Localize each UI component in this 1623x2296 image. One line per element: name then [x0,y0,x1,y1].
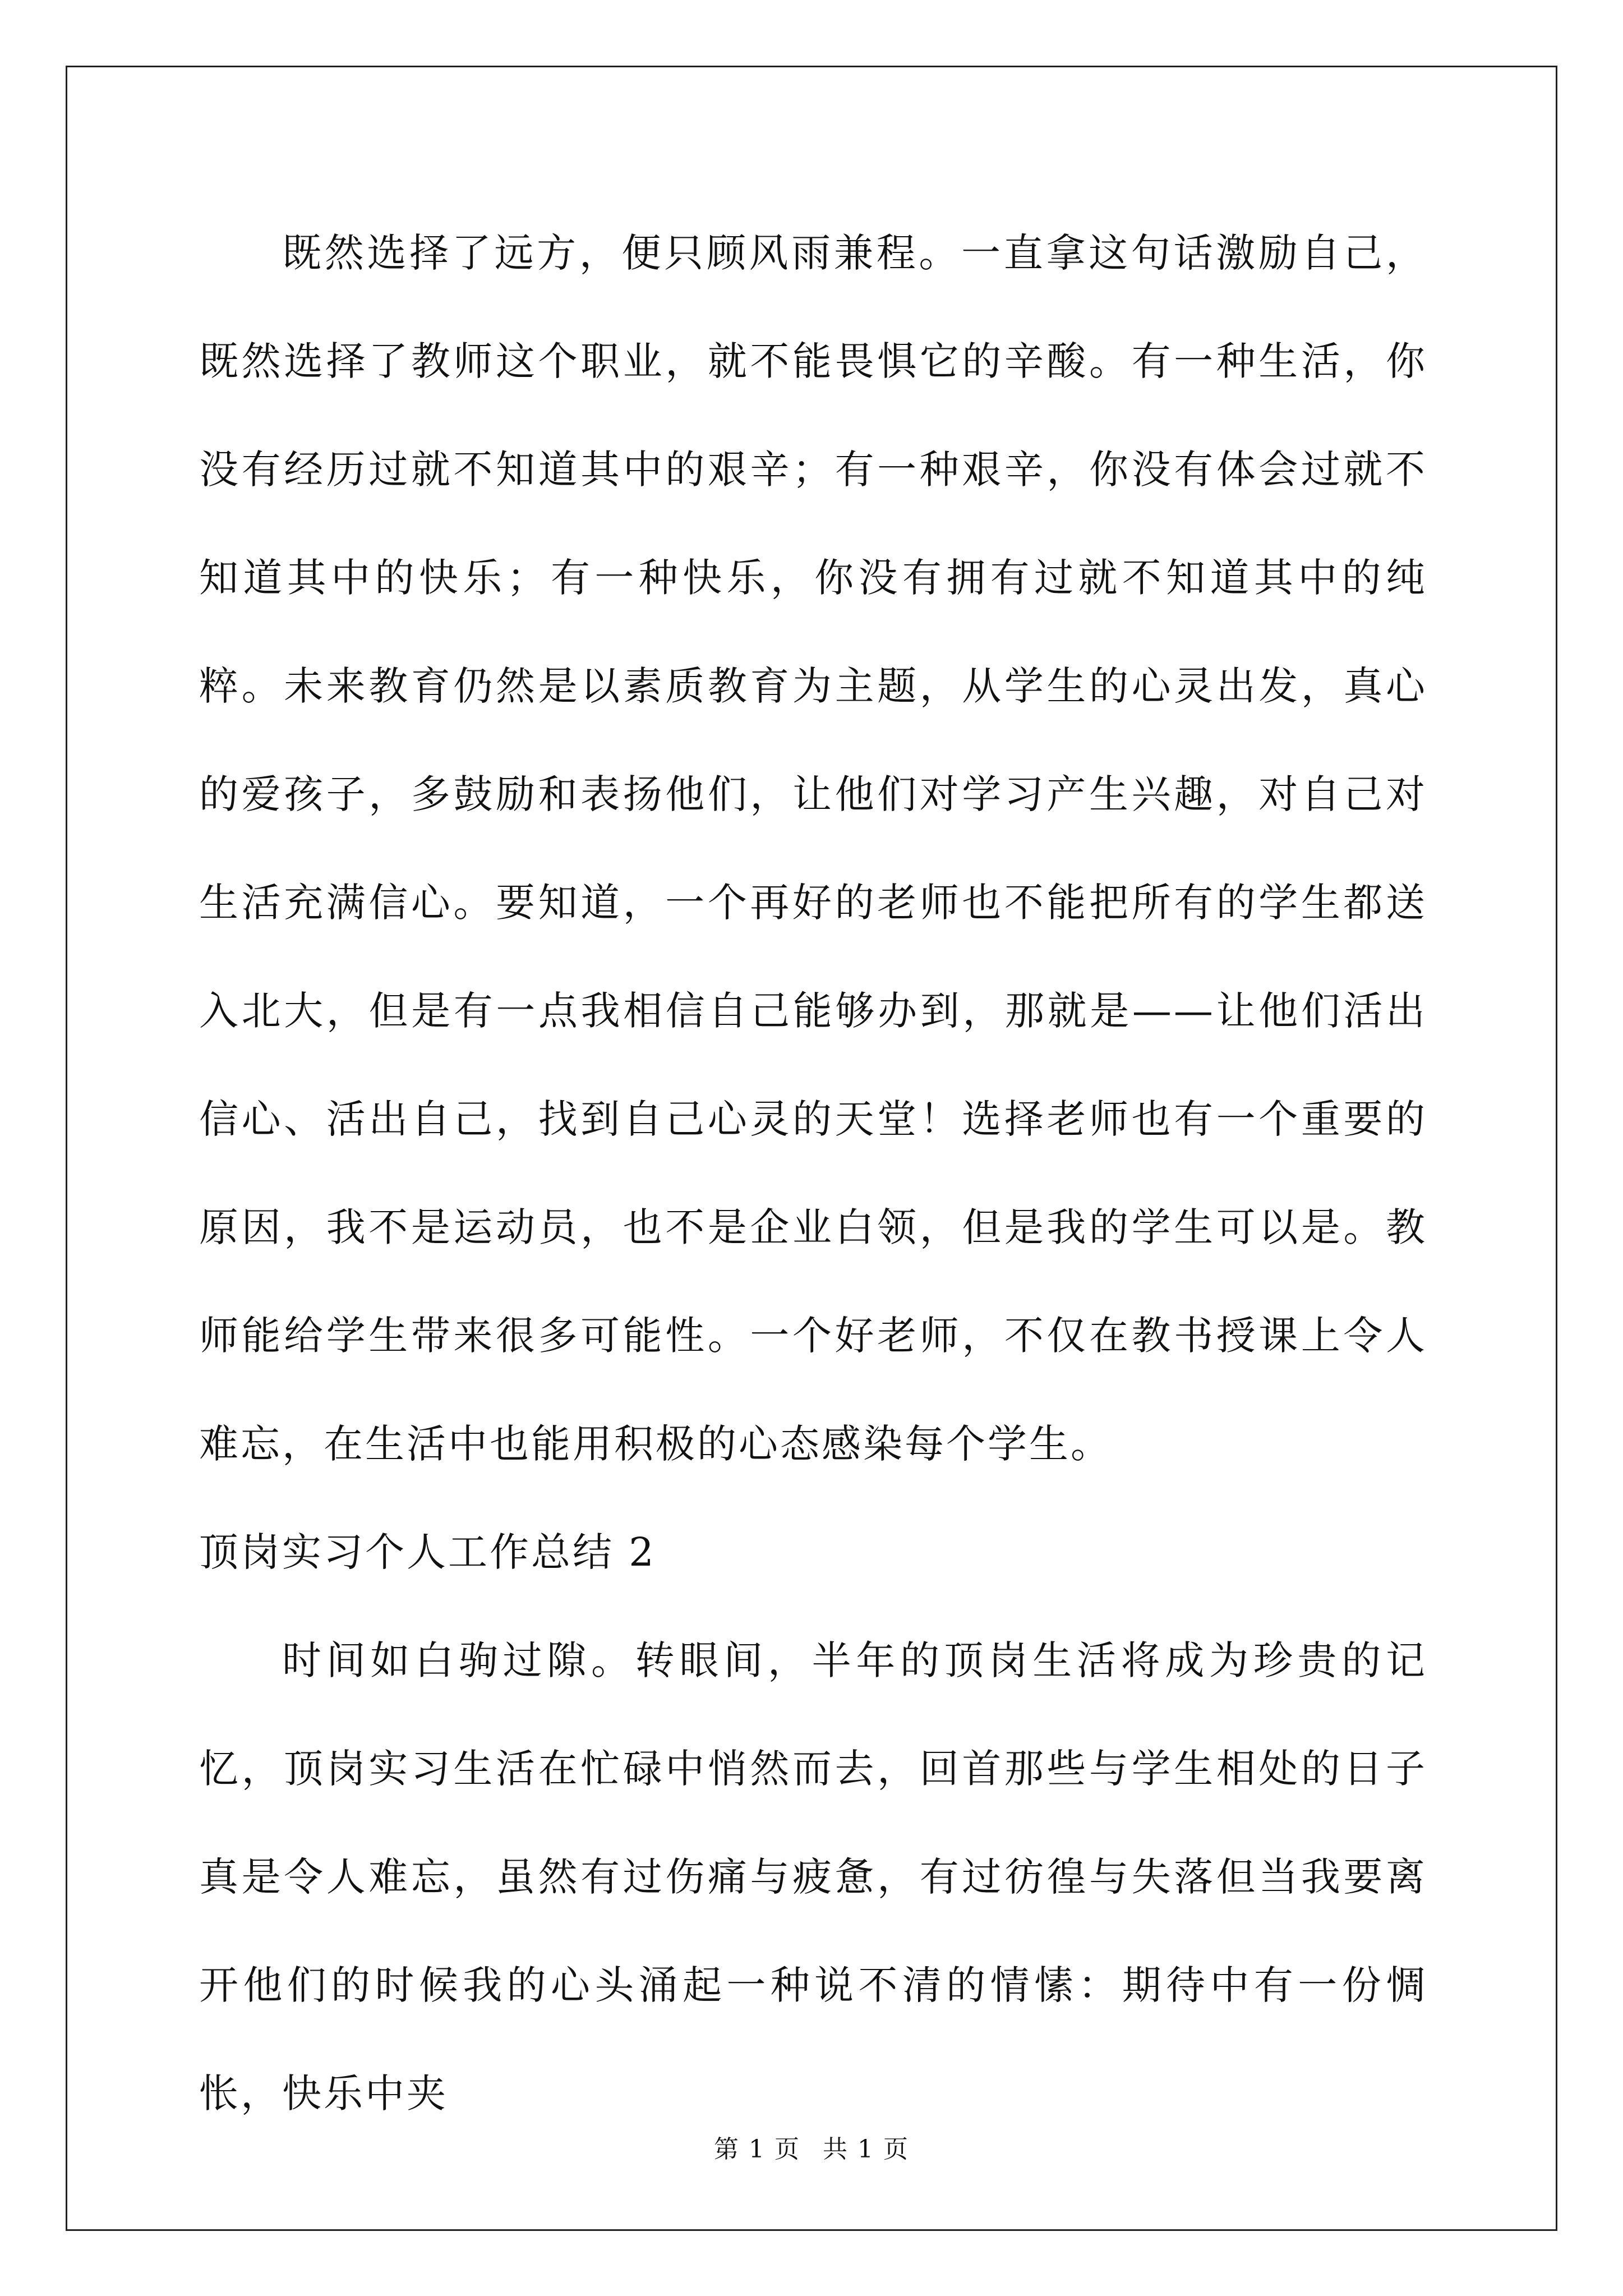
page-number: 第 1 页 [714,2135,800,2164]
body-paragraph: 时间如白驹过隙。转眼间，半年的顶岗生活将成为珍贵的记忆，顶岗实习生活在忙碌中悄然而去，回首那些与学生相处的日子真是令人难忘，虽然有过伤痛与疲惫，有过彷徨与失落但当我要离开他们的时候我的心头涌起一种说不清的情愫：期待中有一份惆怅，快乐中夹 [199,1637,1427,2116]
document-body [199,199,1427,2148]
page-footer [0,2129,1623,2165]
section-heading: 顶岗实习个人工作总结 2 [199,1529,656,1575]
body-paragraph: 既然选择了远方，便只顾风雨兼程。一直拿这句话激励自己，既然选择了教师这个职业，就不能畏惧它的辛酸。有一种生活，你没有经历过就不知道其中的艰辛；有一种艰辛，你没有体会过就不知道其中的快乐；有一种快乐，你没有拥有过就不知道其中的纯粹。未来教育仍然是以素质教育为主题，从学生的心灵出发，真心的爱孩子，多鼓励和表扬他们，让他们对学习产生兴趣，对自己对生活充满信心。要知道，一个再好的老师也不能把所有的学生都送入北大，但是有一点我相信自己能够办到，那就是——让他们活出信心、活出自己，找到自己心灵的天堂！选择老师也有一个重要的原因，我不是运动员，也不是企业白领，但是我的学生可以是。教师能给学生带来很多可能性。一个好老师，不仅在教书授课上令人难忘，在生活中也能用积极的心态感染每个学生。 [199,230,1427,1467]
page-total: 共 1 页 [823,2135,909,2164]
